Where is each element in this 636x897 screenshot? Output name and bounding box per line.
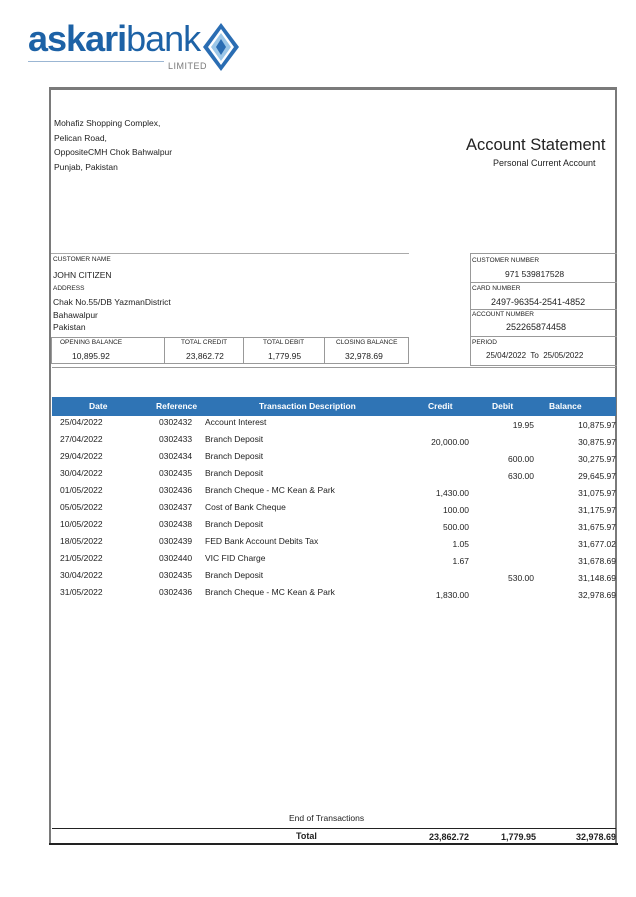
logo-underline — [28, 61, 164, 62]
logo-bank: bank — [126, 18, 201, 59]
account-number: 252265874458 — [506, 322, 567, 332]
address-label: ADDRESS — [53, 285, 85, 292]
customer-address — [53, 296, 171, 334]
cell-balance: 29,645.97 — [578, 471, 616, 481]
cell-description: Branch Deposit — [205, 468, 264, 478]
cell-balance: 30,875.97 — [578, 437, 616, 447]
cell-date: 18/05/2022 — [60, 536, 103, 546]
account-box-divider — [470, 336, 617, 337]
cell-credit: 1.67 — [452, 556, 469, 566]
cell-credit: 1,830.00 — [435, 590, 469, 600]
customer-name: JOHN CITIZEN — [53, 270, 112, 280]
total-balance-value: 32,978.69 — [575, 832, 616, 842]
cell-reference: 0302436 — [159, 485, 193, 495]
cell-debit: 630.00 — [508, 471, 534, 481]
closing-balance-label: CLOSING BALANCE — [336, 339, 398, 346]
section-divider — [52, 367, 616, 368]
customer-divider — [51, 253, 409, 254]
total-credit: 23,862.72 — [186, 351, 224, 361]
cell-reference: 0302435 — [159, 468, 193, 478]
cell-reference: 0302439 — [159, 536, 193, 546]
cell-balance: 10,875.97 — [578, 420, 616, 430]
header-description: Transaction Description — [259, 401, 356, 411]
customer-address-line: Chak No.55/DB YazmanDistrict — [53, 297, 171, 307]
header-debit: Debit — [492, 401, 514, 411]
cell-date: 31/05/2022 — [60, 587, 103, 597]
header-credit: Credit — [428, 401, 453, 411]
logo-limited: LIMITED — [168, 61, 208, 71]
cell-description: Branch Cheque - MC Kean & Park — [205, 485, 335, 495]
cell-date: 21/05/2022 — [60, 553, 103, 563]
statement-subtitle: Personal Current Account — [493, 158, 596, 168]
end-of-transactions: End of Transactions — [289, 813, 365, 823]
cell-balance: 31,678.69 — [578, 556, 616, 566]
bank-logo-wordmark — [28, 18, 200, 60]
cell-description: Cost of Bank Cheque — [205, 502, 286, 512]
cell-balance: 30,275.97 — [578, 454, 616, 464]
totals-row — [52, 830, 616, 844]
cell-reference: 0302432 — [159, 417, 193, 427]
cell-date: 27/04/2022 — [60, 434, 103, 444]
cell-reference: 0302433 — [159, 434, 193, 444]
account-box-divider — [470, 309, 617, 310]
table-row — [52, 550, 616, 567]
total-credit-value: 23,862.72 — [428, 832, 469, 842]
customer-number-label: CUSTOMER NUMBER — [472, 257, 540, 264]
cell-credit: 1,430.00 — [435, 488, 469, 498]
branch-address — [54, 116, 172, 174]
cell-debit: 600.00 — [508, 454, 534, 464]
total-label: Total — [296, 831, 317, 841]
total-credit-box — [165, 337, 244, 364]
total-debit: 1,779.95 — [268, 351, 302, 361]
customer-number: 971 539817528 — [505, 269, 565, 279]
header-date: Date — [89, 401, 108, 411]
header-reference: Reference — [156, 401, 198, 411]
cell-reference: 0302435 — [159, 570, 193, 580]
table-row — [52, 533, 616, 550]
table-row — [52, 567, 616, 584]
cell-description: Branch Deposit — [205, 434, 264, 444]
cell-description: Account Interest — [205, 417, 267, 427]
cell-balance: 32,978.69 — [578, 590, 616, 600]
logo-askari: askari — [28, 18, 127, 59]
card-number-label: CARD NUMBER — [472, 285, 521, 292]
account-number-label: ACCOUNT NUMBER — [472, 311, 534, 318]
customer-name-label: CUSTOMER NAME — [53, 256, 111, 263]
cell-credit: 100.00 — [443, 505, 469, 515]
cell-balance: 31,075.97 — [578, 488, 616, 498]
table-row — [52, 448, 616, 465]
statement-period: 25/04/2022 To 25/05/2022 — [486, 351, 584, 360]
customer-address-line: Pakistan — [53, 322, 86, 332]
statement-title: Account Statement — [466, 136, 606, 154]
table-row — [52, 431, 616, 448]
cell-reference: 0302440 — [159, 553, 193, 563]
cell-reference: 0302438 — [159, 519, 193, 529]
cell-debit: 19.95 — [512, 420, 534, 430]
cell-balance: 31,675.97 — [578, 522, 616, 532]
account-box-divider — [470, 282, 617, 283]
cell-debit: 530.00 — [508, 573, 534, 583]
cell-balance: 31,677.02 — [578, 539, 616, 549]
bank-logo-icon — [202, 22, 240, 72]
total-credit-label: TOTAL CREDIT — [181, 339, 228, 346]
card-number: 2497-96354-2541-4852 — [491, 297, 586, 307]
table-row — [52, 516, 616, 533]
closing-balance-box — [325, 337, 409, 364]
cell-date: 25/04/2022 — [60, 417, 103, 427]
cell-credit: 500.00 — [443, 522, 469, 532]
cell-description: Branch Deposit — [205, 451, 264, 461]
total-divider — [52, 828, 616, 829]
cell-reference: 0302436 — [159, 587, 193, 597]
table-row — [52, 499, 616, 516]
table-row — [52, 414, 616, 431]
cell-date: 01/05/2022 — [60, 485, 103, 495]
branch-address-line: OppositeCMH Chok Bahwalpur — [54, 147, 173, 157]
header-balance: Balance — [549, 401, 582, 411]
opening-balance-box — [51, 337, 165, 364]
table-row — [52, 465, 616, 482]
cell-balance: 31,148.69 — [578, 573, 616, 583]
cell-credit: 20,000.00 — [431, 437, 469, 447]
cell-balance: 31,175.97 — [578, 505, 616, 515]
total-debit-box — [244, 337, 325, 364]
customer-address-line: Bahawalpur — [53, 309, 98, 320]
opening-balance: 10,895.92 — [72, 351, 110, 361]
cell-date: 29/04/2022 — [60, 451, 103, 461]
cell-description: Branch Deposit — [205, 570, 264, 580]
branch-address-line: Mohafiz Shopping Complex, — [54, 118, 161, 128]
cell-date: 05/05/2022 — [60, 502, 103, 512]
table-row — [52, 482, 616, 499]
cell-reference: 0302437 — [159, 502, 193, 512]
branch-address-line: Punjab, Pakistan — [54, 161, 118, 172]
cell-date: 30/04/2022 — [60, 570, 103, 580]
cell-reference: 0302434 — [159, 451, 193, 461]
cell-description: FED Bank Account Debits Tax — [205, 536, 319, 546]
branch-address-line: Pelican Road, — [54, 132, 107, 143]
period-label: PERIOD — [472, 339, 497, 346]
closing-balance: 32,978.69 — [345, 351, 383, 361]
cell-date: 30/04/2022 — [60, 468, 103, 478]
table-row — [52, 584, 616, 601]
opening-balance-label: OPENING BALANCE — [60, 339, 123, 346]
total-debit-label: TOTAL DEBIT — [263, 339, 305, 346]
bottom-border — [49, 843, 618, 845]
cell-description: Branch Cheque - MC Kean & Park — [205, 587, 335, 597]
cell-description: Branch Deposit — [205, 519, 264, 529]
total-debit-value: 1,779.95 — [500, 832, 536, 842]
cell-description: VIC FID Charge — [205, 553, 266, 563]
cell-date: 10/05/2022 — [60, 519, 103, 529]
cell-credit: 1.05 — [452, 539, 469, 549]
